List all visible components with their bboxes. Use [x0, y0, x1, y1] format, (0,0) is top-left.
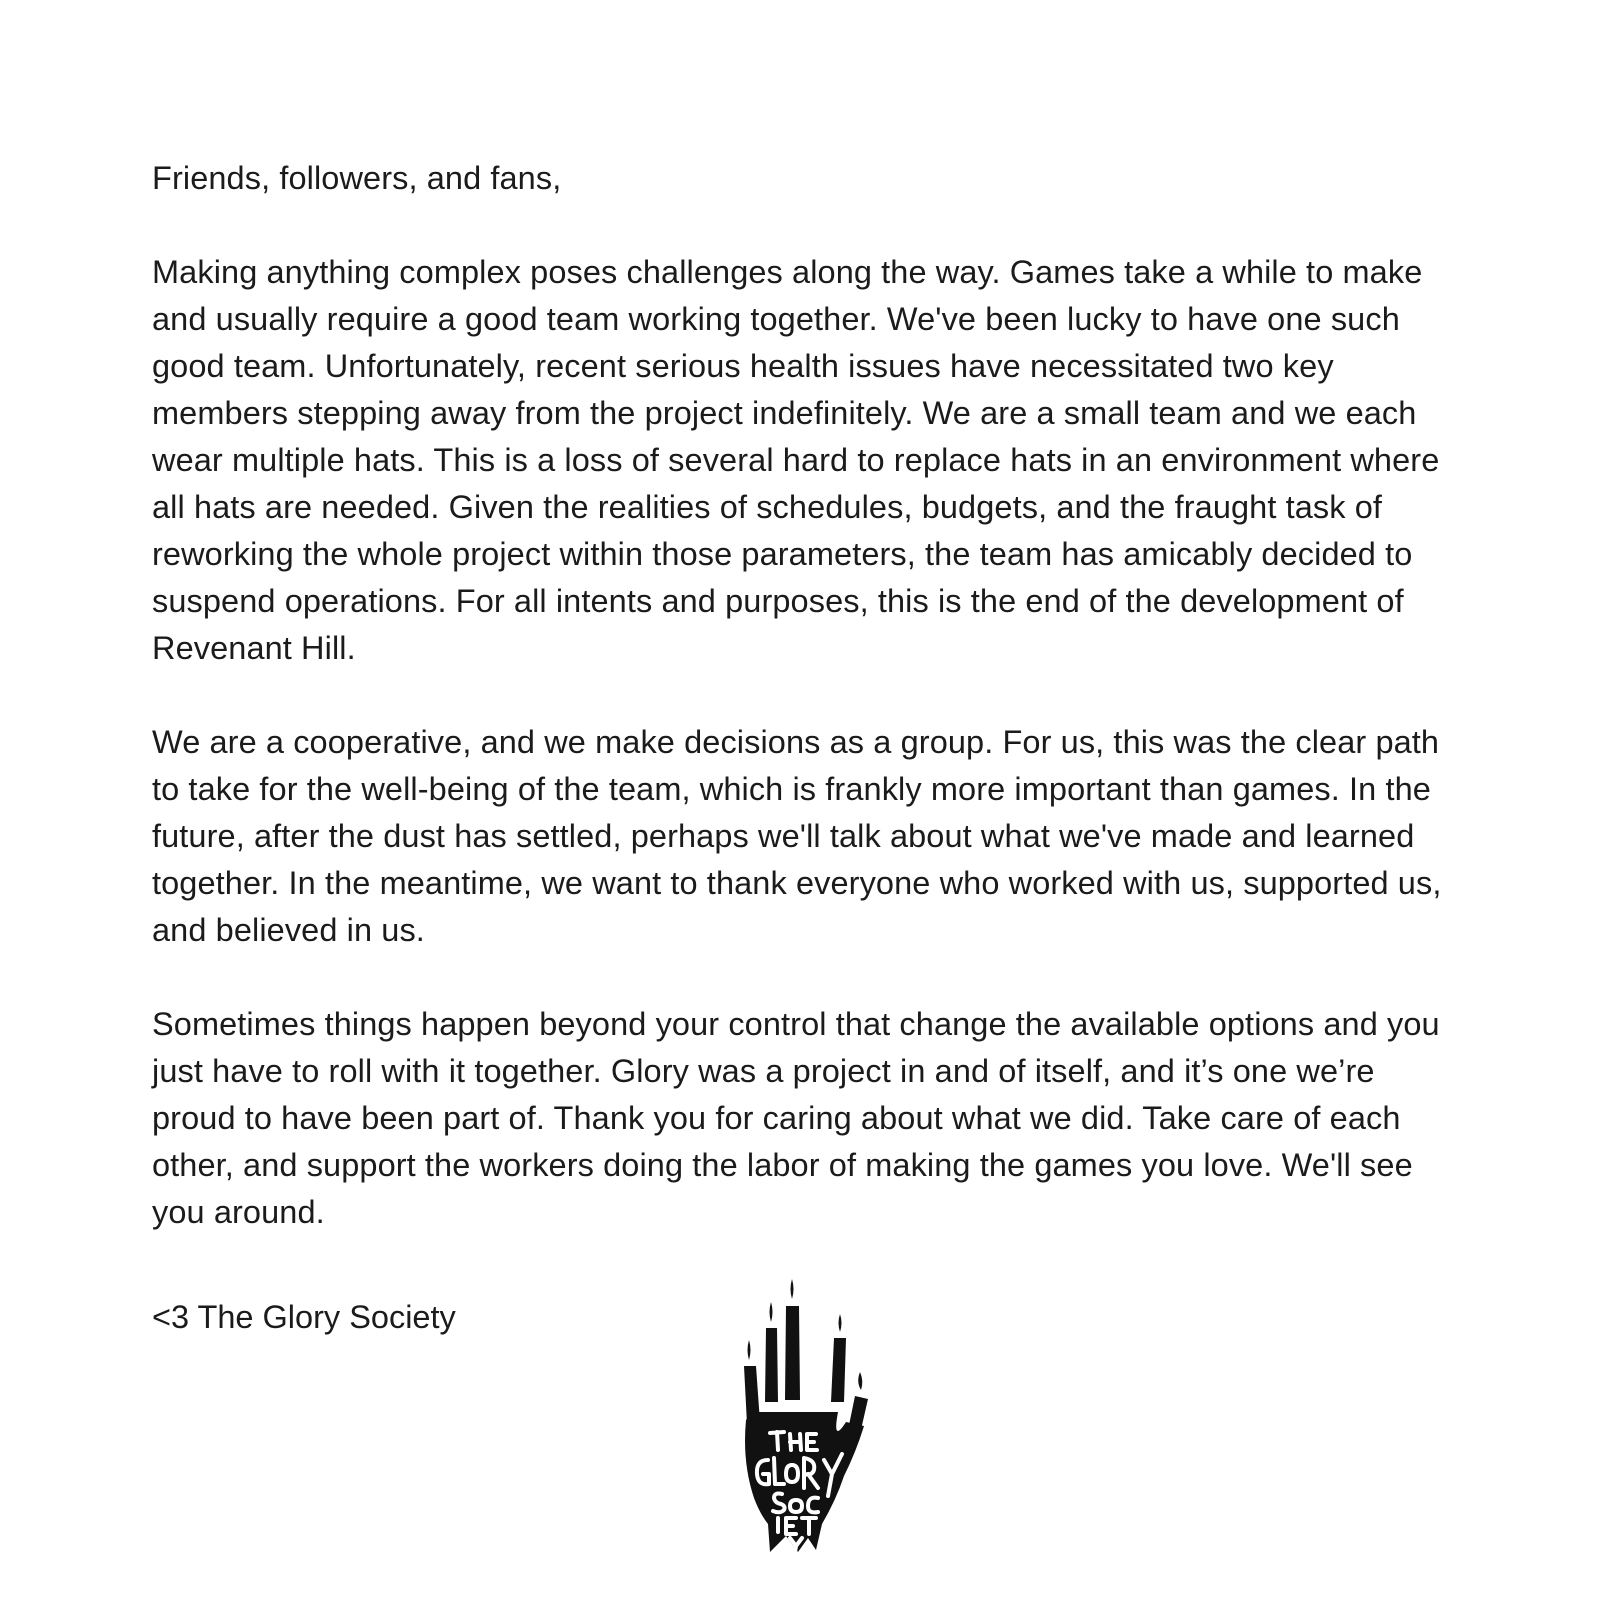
letter-body	[152, 155, 1472, 1283]
paragraph-line: and believed in us.	[152, 912, 425, 948]
flame-icon	[839, 1314, 842, 1332]
paragraph-line: suspend operations. For all intents and purposes, this is the end of the development of	[152, 583, 1404, 619]
finger-candle-icon	[785, 1306, 800, 1400]
letter-paragraph-3	[152, 1001, 1472, 1236]
paragraph-line: other, and support the workers doing the labor of making the games you love. We'll see	[152, 1147, 1413, 1183]
hand-candles-icon	[740, 1262, 880, 1554]
paragraph-line: and usually require a good team working together. We've been lucky to have one such	[152, 301, 1400, 337]
paragraph-line: Making anything complex poses challenges along the way. Games take a while to make	[152, 254, 1423, 290]
flame-icon	[770, 1302, 773, 1322]
paragraph-line: We are a cooperative, and we make decisions as a group. For us, this was the clear path	[152, 724, 1440, 760]
flame-icon	[791, 1279, 794, 1299]
finger-candle-icon	[831, 1338, 846, 1402]
paragraph-line: Revenant Hill.	[152, 630, 356, 666]
letter-paragraph-2	[152, 719, 1472, 954]
paragraph-line: just have to roll with it together. Glory was a project in and of itself, and it’s one we’re	[152, 1053, 1375, 1089]
paragraph-line: good team. Unfortunately, recent serious health issues have necessitated two key	[152, 348, 1334, 384]
paragraph-line: you around.	[152, 1194, 325, 1230]
flame-icon	[858, 1372, 862, 1390]
flame-icon	[748, 1340, 751, 1360]
paragraph-line: reworking the whole project within those parameters, the team has amicably decided to	[152, 536, 1413, 572]
letter-paragraph-1	[152, 249, 1472, 672]
paragraph-line: all hats are needed. Given the realities of schedules, budgets, and the fraught task of	[152, 489, 1383, 525]
paragraph-line: proud to have been part of. Thank you for caring about what we did. Take care of each	[152, 1100, 1401, 1136]
paragraph-line: Sometimes things happen beyond your control that change the available options and you	[152, 1006, 1440, 1042]
paragraph-line: to take for the well-being of the team, which is frankly more important than games. In the	[152, 771, 1431, 807]
finger-candle-icon	[765, 1328, 778, 1402]
paragraph-line: wear multiple hats. This is a loss of several hard to replace hats in an environment where	[152, 442, 1440, 478]
letter-signoff: <3 The Glory Society	[152, 1299, 456, 1335]
paragraph-line: together. In the meantime, we want to thank everyone who worked with us, supported us,	[152, 865, 1442, 901]
paragraph-line: members stepping away from the project indefinitely. We are a small team and we each	[152, 395, 1417, 431]
paragraph-line: future, after the dust has settled, perhaps we'll talk about what we've made and learned	[152, 818, 1415, 854]
letter-greeting: Friends, followers, and fans,	[152, 160, 562, 196]
